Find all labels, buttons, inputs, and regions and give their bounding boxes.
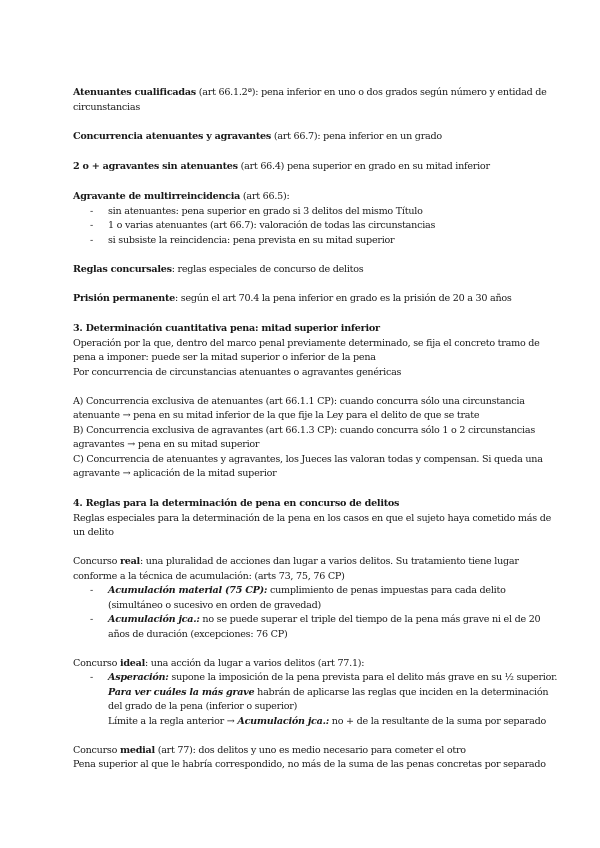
asperacion-title: Asperación: — [108, 672, 169, 683]
multirreincidencia-text: (art 66.5): — [240, 191, 290, 202]
acumulacion-jca-title: Acumulación jca.: — [108, 614, 200, 625]
list-item — [73, 584, 533, 599]
list-item: - 1 o varias atenuantes (art 66.7): valoración de todas las circunstancias — [73, 219, 533, 234]
section-3-case-b: agravantes → pena en su mitad superior — [73, 439, 260, 450]
concurso-ideal-text: : una acción da lugar a varios delitos (art 77.1): — [145, 657, 365, 669]
concurso-real-line — [73, 555, 533, 570]
asperacion-sub-3 — [73, 715, 547, 730]
concurso-medial-text-2: Pena superior al que le habría correspondido, no más de la suma de las penas concretas por separado — [73, 759, 546, 770]
list-item: - sin atenuantes: pena superior en grado si 3 delitos del mismo Título — [73, 205, 533, 220]
atenuantes-cualificadas-paragraph — [73, 86, 547, 115]
limite-text-2: no + de la resultante de la suma por separado — [328, 715, 547, 727]
concurso-medial-text: (art 77): dos delitos y uno es medio necesario para cometer el otro — [154, 744, 466, 756]
concurrencia-title: Concurrencia atenuantes y agravantes — [73, 131, 272, 142]
prision-permanente-text: : según el art 70.4 la pena inferior en grado es la prisión de 20 a 30 años — [175, 293, 512, 304]
concurso-ideal-keyword: ideal — [119, 657, 146, 669]
dos-agravantes-text: (art 66.4) pena superior en grado en su mitad inferior — [237, 161, 490, 172]
section-3-case-a: atenuante → pena en su mitad inferior de la que fije la Ley para el delito de que se trate — [73, 410, 480, 421]
section-4-title: 4. Reglas para la determinación de pena en concurso de delitos — [73, 498, 400, 509]
concurso-ideal-list — [73, 671, 558, 686]
concurso-ideal-line — [73, 657, 533, 672]
concurrencia-text: (art 66.7): pena inferior en un grado — [271, 131, 442, 142]
section-3-case-b: B) Concurrencia exclusiva de agravantes (art 66.1.3 CP): cuando concurra sólo 1 o 2 circunstancias — [73, 424, 535, 436]
concurso-real-keyword: real — [119, 556, 140, 567]
asperacion-sub-1 — [73, 686, 549, 701]
acumulacion-jca-text-2: años de duración (excepciones: 76 CP) — [108, 628, 288, 640]
para-ver-title: Para ver cuáles la más grave — [108, 686, 255, 698]
section-3-text: Operación por la que, dentro del marco penal previamente determinado, se fija el concreto tramo de — [73, 337, 540, 349]
acumulacion-material-text-2: (simultáneo o sucesivo en orden de gravedad) — [108, 599, 322, 611]
concurso-label: Concurso — [73, 744, 120, 756]
section-3-case-c: C) Concurrencia de atenuantes y agravantes, los Jueces las valoran todas y compensan. Si queda una — [73, 453, 543, 465]
dos-agravantes-title: 2 o + agravantes sin atenuantes — [73, 161, 238, 172]
concurso-medial-keyword: medial — [119, 744, 155, 756]
acumulacion-material-title: Acumulación material (75 CP): — [108, 585, 268, 596]
concurso-medial-line — [73, 744, 533, 759]
reglas-concursales-title: Reglas concursales — [73, 264, 172, 275]
concurso-real-list — [73, 584, 533, 599]
list-item: - si subsiste la reincidencia: pena prevista en su mitad superior — [73, 234, 533, 249]
para-ver-text: habrán de aplicarse las reglas que inciden en la determinación — [254, 686, 549, 698]
concurso-label: Concurso — [73, 657, 120, 669]
section-3 — [73, 322, 543, 482]
reglas-concursales-paragraph — [73, 263, 533, 278]
atenuantes-cualificadas-title: Atenuantes cualificadas — [73, 87, 196, 98]
section-3-text: Por concurrencia de circunstancias atenuantes o agravantes genéricas — [73, 366, 402, 378]
concurrencia-paragraph — [73, 130, 533, 145]
section-3-case-a: A) Concurrencia exclusiva de atenuantes (art 66.1.1 CP): cuando concurra sólo una circunstancia — [73, 395, 525, 407]
section-3-text: pena a imponer: puede ser la mitad superior o inferior de la pena — [73, 352, 376, 363]
section-3-title: 3. Determinación cuantitativa pena: mitad superior inferior — [73, 323, 380, 334]
dos-agravantes-paragraph — [73, 160, 533, 175]
multirreincidencia-section — [73, 190, 533, 248]
prision-permanente-paragraph — [73, 292, 533, 307]
acumulacion-material-text: cumplimiento de penas impuestas para cada delito — [267, 585, 506, 596]
section-4 — [73, 497, 558, 773]
acumulacion-jca-text: no se puede superar el triple del tiempo de la pena más grave ni el de 20 — [199, 614, 541, 625]
prision-permanente-title: Prisión permanente — [73, 293, 175, 304]
atenuantes-cualificadas-text-2: circunstancias — [73, 101, 141, 113]
concurso-real-text: : una pluralidad de acciones dan lugar a varios delitos. Su tratamiento tiene lugar — [139, 556, 519, 567]
concurso-label: Concurso — [73, 556, 120, 567]
section-3-case-c: agravante → aplicación de la mitad superior — [73, 468, 277, 479]
concurso-real-text-2: conforme a la técnica de acumulación: (arts 73, 75, 76 CP) — [73, 570, 345, 582]
asperacion-text: supone la imposición de la pena prevista para el delito más grave en su ½ superior. — [168, 672, 558, 683]
acumulacion-jca-keyword: Acumulación jca.: — [237, 715, 329, 727]
multirreincidencia-list — [73, 205, 533, 249]
limite-text: Límite a la regla anterior → — [108, 715, 238, 727]
reglas-concursales-text: : reglas especiales de concurso de delitos — [171, 264, 364, 275]
asperacion-sub-2: del grado de la pena (inferior o superior) — [108, 701, 298, 712]
section-4-text: Reglas especiales para la determinación de la pena en los casos en que el sujeto haya cometido más de — [73, 512, 552, 524]
multirreincidencia-title: Agravante de multirreincidencia — [73, 191, 241, 202]
section-4-text: un delito — [73, 527, 114, 538]
concurso-real-list-2 — [73, 613, 541, 628]
list-item — [73, 671, 558, 686]
list-item — [73, 613, 541, 628]
atenuantes-cualificadas-text: (art 66.1.2ª): pena inferior en uno o dos grados según número y entidad de — [195, 87, 547, 98]
